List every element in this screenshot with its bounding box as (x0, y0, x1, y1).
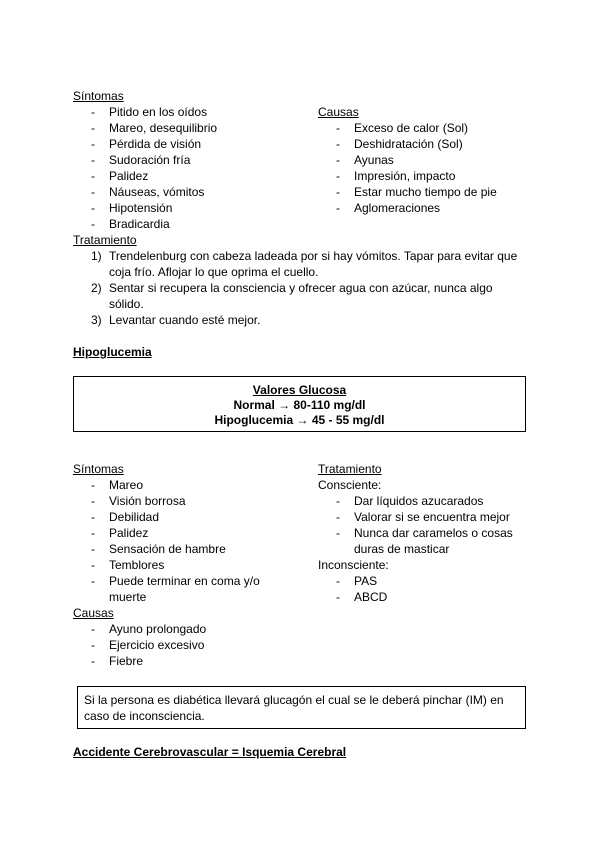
list-item-text: Mareo, desequilibrio (109, 121, 218, 135)
step-number: 1) (91, 249, 102, 263)
bullet-marker: - (336, 153, 340, 167)
list-item-text: ABCD (354, 590, 388, 604)
list-item-text: Pérdida de visión (109, 137, 202, 151)
list-item-text: Dar líquidos azucarados (354, 494, 484, 508)
bullet-marker: - (336, 137, 340, 151)
cause-item (336, 184, 497, 200)
treatment-heading: Tratamiento (73, 233, 137, 247)
glucose-box-title: Valores Glucosa (252, 383, 347, 397)
treatment-step (91, 248, 518, 280)
list-item-text: Puede terminar en coma y/o (109, 574, 260, 588)
bullet-marker: - (91, 201, 95, 215)
symptom-item (91, 200, 217, 216)
hypoglycemia-title: Hipoglucemia (73, 345, 152, 359)
list-item-text: Visión borrosa (109, 494, 186, 508)
hypo-symptoms-heading: Síntomas (73, 462, 124, 476)
treatment-list (91, 248, 518, 328)
list-item-text: Ayunas (354, 153, 394, 167)
list-item-text: Fiebre (109, 654, 144, 668)
glucose-normal-value: Normal → 80-110 mg/dl (233, 398, 366, 412)
hypo-cause-item (91, 637, 206, 653)
hypo-causes-heading: Causas (73, 606, 114, 620)
hypo-symptom-item (91, 477, 260, 493)
bullet-marker: - (91, 185, 95, 199)
conscious-label: Consciente: (318, 478, 382, 492)
symptom-item (91, 120, 218, 136)
step-text: coja frío. Aflojar lo que oprima el cuello. (109, 265, 319, 279)
bullet-marker: - (91, 217, 95, 231)
step-text: sólido. (109, 297, 144, 311)
bullet-marker: - (91, 169, 95, 183)
list-item-text: Bradicardia (109, 217, 170, 231)
symptoms-heading: Síntomas (73, 89, 124, 103)
diabetic-note-box (77, 686, 526, 729)
list-item-text: Palidez (109, 526, 149, 540)
list-item-text: Ayuno prolongado (109, 622, 207, 636)
list-item-text: Deshidratación (Sol) (354, 137, 463, 151)
bullet-marker: - (336, 510, 340, 524)
symptoms-list (91, 104, 218, 232)
bullet-marker: - (91, 153, 95, 167)
unconscious-item (336, 589, 388, 605)
conscious-item (336, 493, 513, 509)
bullet-marker: - (91, 622, 95, 636)
bullet-marker: - (336, 169, 340, 183)
step-text: Trendelenburg con cabeza ladeada por si hay vómitos. Tapar para evitar que (109, 249, 518, 263)
symptom-item (91, 104, 217, 120)
list-item-text: PAS (354, 574, 378, 588)
list-item-text: Mareo (109, 478, 144, 492)
list-item-text: Hipotensión (109, 201, 173, 215)
cause-item (336, 136, 497, 152)
list-item-text: Palidez (109, 169, 149, 183)
hypo-symptom-item (91, 509, 260, 525)
step-text: Levantar cuando esté mejor. (109, 313, 261, 327)
bullet-marker: - (336, 121, 340, 135)
step-number: 3) (91, 313, 102, 327)
note-line-2: caso de inconsciencia. (84, 709, 205, 723)
symptom-item (91, 216, 217, 232)
cause-item (336, 152, 497, 168)
note-line-1: Si la persona es diabética llevará glucagón el cual se le deberá pinchar (IM) en (84, 693, 504, 707)
list-item-text: Nunca dar caramelos o cosas (354, 526, 513, 540)
bullet-marker: - (336, 494, 340, 508)
bullet-marker: - (91, 558, 95, 572)
bullet-marker: - (336, 574, 340, 588)
bullet-marker: - (91, 542, 95, 556)
bullet-marker: - (336, 185, 340, 199)
bullet-marker: - (336, 201, 340, 215)
list-item-text: muerte (109, 590, 147, 604)
unconscious-list (336, 573, 388, 605)
bullet-marker: - (91, 654, 95, 668)
conscious-list (336, 493, 513, 557)
hypo-cause-item (91, 621, 207, 637)
glucose-hypoglycemia-value: Hipoglucemia → 45 - 55 mg/dl (214, 413, 385, 427)
list-item-text: Sudoración fría (109, 153, 191, 167)
list-item-text: Ejercicio excesivo (109, 638, 205, 652)
symptom-item (91, 136, 217, 152)
bullet-marker: - (91, 478, 95, 492)
conscious-item (336, 525, 513, 557)
hypo-symptom-item (91, 525, 260, 541)
bullet-marker: - (91, 137, 95, 151)
bullet-marker: - (91, 494, 95, 508)
bullet-marker: - (91, 105, 95, 119)
stroke-section-title: Accidente Cerebrovascular = Isquemia Cerebral (73, 745, 347, 759)
bullet-marker: - (91, 121, 95, 135)
bullet-marker: - (336, 590, 340, 604)
hypo-cause-item (91, 653, 206, 669)
list-item-text: Debilidad (109, 510, 160, 524)
bullet-marker: - (91, 510, 95, 524)
symptom-item (91, 152, 217, 168)
hypo-treatment-heading: Tratamiento (318, 462, 382, 476)
bullet-marker: - (91, 574, 95, 588)
glucose-values-box (73, 376, 526, 432)
list-item-text: Impresión, impacto (354, 169, 456, 183)
bullet-marker: - (91, 526, 95, 540)
list-item-text: Estar mucho tiempo de pie (354, 185, 497, 199)
list-item-text: Náuseas, vómitos (109, 185, 205, 199)
causes-heading: Causas (318, 105, 359, 119)
bullet-marker: - (336, 526, 340, 540)
causes-list (336, 120, 497, 216)
treatment-step (91, 280, 517, 312)
cause-item (336, 168, 497, 184)
step-number: 2) (91, 281, 102, 295)
list-item-text: Temblores (109, 558, 165, 572)
hypo-symptom-item (91, 573, 260, 605)
list-item-text: duras de masticar (354, 542, 450, 556)
symptom-item (91, 168, 217, 184)
list-item-text: Sensación de hambre (109, 542, 226, 556)
unconscious-item (336, 573, 387, 589)
list-item-text: Valorar si se encuentra mejor (354, 510, 510, 524)
hypo-causes-list (91, 621, 207, 669)
hypo-symptom-item (91, 541, 260, 557)
cause-item (336, 120, 497, 136)
cause-item (336, 200, 497, 216)
step-text: Sentar si recupera la consciencia y ofrecer agua con azúcar, nunca algo (109, 281, 493, 295)
hypo-symptom-item (91, 557, 260, 573)
bullet-marker: - (91, 638, 95, 652)
hypo-symptoms-list (91, 477, 260, 605)
list-item-text: Pitido en los oídos (109, 105, 208, 119)
unconscious-label: Inconsciente: (318, 558, 389, 572)
list-item-text: Exceso de calor (Sol) (354, 121, 469, 135)
list-item-text: Aglomeraciones (354, 201, 441, 215)
symptom-item (91, 184, 217, 200)
conscious-item (336, 509, 513, 525)
hypo-symptom-item (91, 493, 260, 509)
treatment-step (91, 312, 517, 328)
